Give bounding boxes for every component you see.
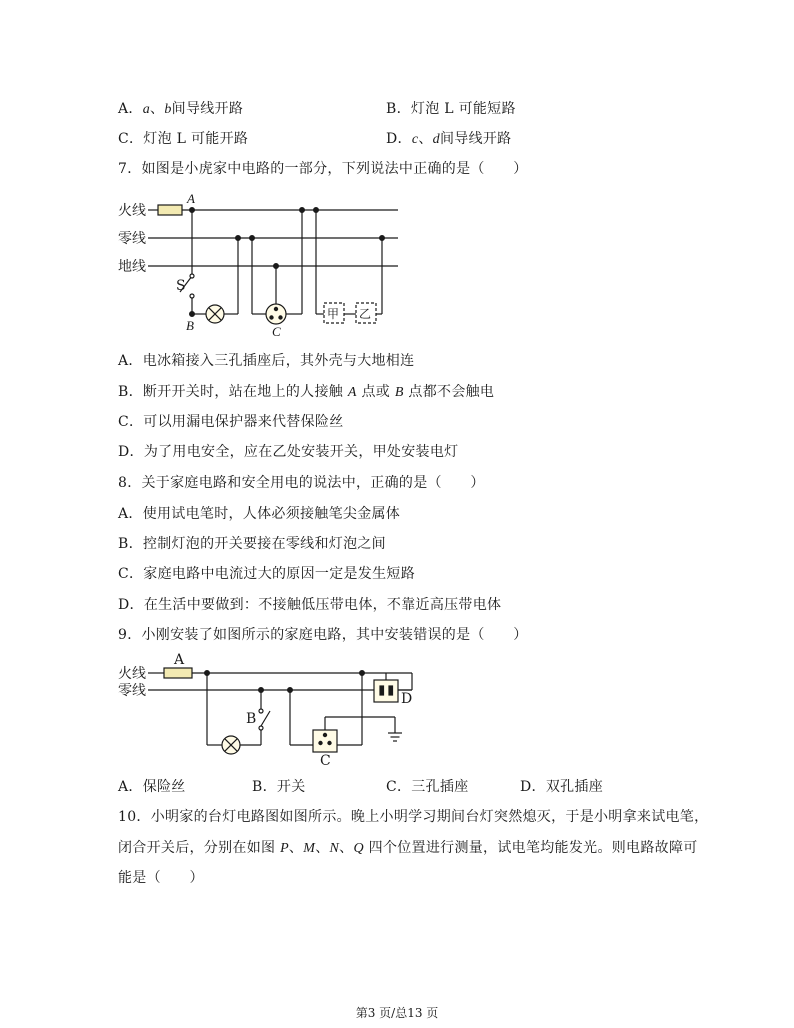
q9-switch-contact-upper <box>259 709 263 713</box>
q9-stem: 9．小刚安装了如图所示的家庭电路，其中安装错误的是（ ） <box>118 627 528 643</box>
q9-option-c: C．三孔插座 <box>386 779 469 795</box>
page-footer: 第3 页/总13 页 <box>355 1006 439 1020</box>
q8-option-b: B．控制灯泡的开关要接在零线和灯泡之间 <box>118 536 386 552</box>
q9-d-hole-right <box>389 686 393 695</box>
q7-fire-line-label: 火线 <box>118 203 146 219</box>
q10-stem-line-1: 10．小明家的台灯电路图如图所示。晚上小明学习期间台灯突然熄灭，于是小明拿来试电笔， <box>118 809 709 825</box>
q6-option-c: C．灯泡 L 可能开路 <box>118 131 249 147</box>
q7-label-jia: 甲 <box>327 307 340 321</box>
q9-switch-b <box>261 711 270 726</box>
q8-option-a: A．使用试电笔时，人体必须接触笔尖金属体 <box>118 506 401 522</box>
q9-socket-hole-right <box>328 741 331 744</box>
q9-label-a: A <box>174 652 185 668</box>
q9-zero-line-label: 零线 <box>118 683 146 699</box>
q7-label-c: C <box>272 324 281 339</box>
q7-label-yi: 乙 <box>359 307 372 321</box>
q10-stem-line-3: 能是（ ） <box>118 870 204 886</box>
q9-junction-switch-zero <box>259 688 264 693</box>
q7-label-s: S <box>176 278 186 294</box>
q7-label-a: A <box>187 191 195 206</box>
q9-option-a: A．保险丝 <box>118 779 186 795</box>
q7-label-b: B <box>186 318 194 333</box>
q8-stem: 8．关于家庭电路和安全用电的说法中，正确的是（ ） <box>118 475 485 491</box>
q7-ground-line-label: 地线 <box>118 259 146 275</box>
q9-option-d: D．双孔插座 <box>520 779 604 795</box>
q9-two-hole-socket-d <box>374 680 398 702</box>
q7-zero-line-label: 零线 <box>118 231 146 247</box>
q9-label-b: B <box>246 711 257 727</box>
q6-option-d: D．c、d间导线开路 <box>386 131 512 147</box>
q6-option-a: A．a、b间导线开路 <box>118 101 244 117</box>
q9-fire-line-label: 火线 <box>118 666 146 682</box>
q7-option-d: D．为了用电安全，应在乙处安装开关，甲处安装电灯 <box>118 444 459 460</box>
q8-option-c: C．家庭电路中电流过大的原因一定是发生短路 <box>118 566 416 582</box>
q7-option-a: A．电冰箱接入三孔插座后，其外壳与大地相连 <box>118 353 415 369</box>
q9-label-c: C <box>320 753 331 769</box>
q10-stem-line-2: 闭合开关后，分别在如图 P、M、N、Q 四个位置进行测量，试电笔均能发光。则电路故障可 <box>118 840 698 856</box>
q8-option-d: D．在生活中要做到：不接触低压带电体，不靠近高压带电体 <box>118 597 502 613</box>
q9-socket-hole-left <box>319 741 322 744</box>
q9-label-d: D <box>401 691 413 707</box>
q7-option-b: B．断开开关时，站在地上的人接触 A 点或 B 点都不会触电 <box>118 384 495 400</box>
q9-socket-hole-top <box>323 733 326 736</box>
q6-option-b: B．灯泡 L 可能短路 <box>386 101 516 117</box>
q9-d-hole-left <box>380 686 384 695</box>
q9-option-b: B．开关 <box>252 779 306 795</box>
q7-option-c: C．可以用漏电保护器来代替保险丝 <box>118 414 344 430</box>
q9-junction-socket-fire <box>360 671 365 676</box>
q9-fuse-a <box>164 668 192 678</box>
q9-switch-contact-lower <box>259 726 263 730</box>
q7-stem: 7．如图是小虎家中电路的一部分，下列说法中正确的是（ ） <box>118 161 528 177</box>
